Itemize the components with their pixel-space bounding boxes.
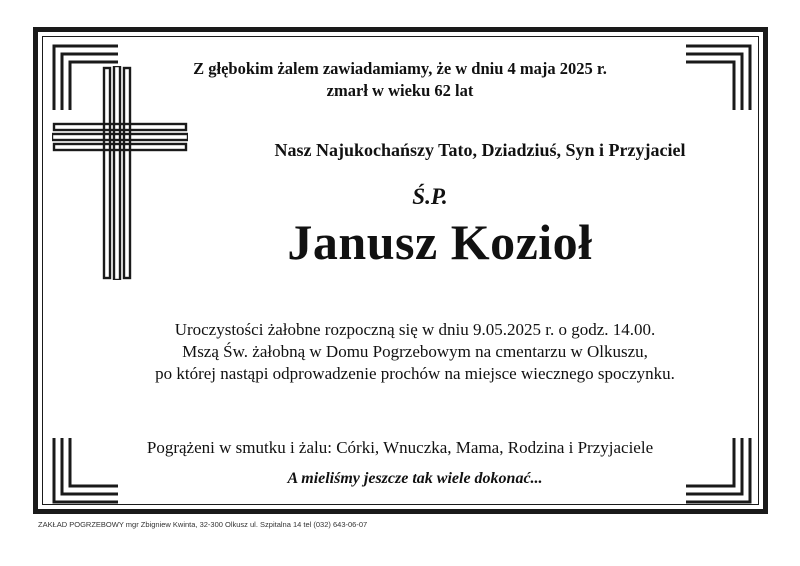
- sp-prefix: Ś.P.: [412, 184, 448, 209]
- ceremony-info: [95, 319, 735, 385]
- deceased-name: Janusz Kozioł: [287, 214, 593, 270]
- intro-text: [140, 58, 660, 102]
- ceremony-line-3: po której nastąpi odprowadzenie prochów na miejsce wiecznego spoczynku.: [155, 364, 675, 383]
- funeral-home-footer: ZAKŁAD POGRZEBOWY mgr Zbigniew Kwinta, 32-300 Olkusz ul. Szpitalna 14 tel (032) 643-06-07: [38, 520, 368, 529]
- ceremony-line-2: Mszą Św. żałobną w Domu Pogrzebowym na cmentarzu w Olkuszu,: [182, 342, 648, 361]
- relation-line: Nasz Najukochańszy Tato, Dziadziuś, Syn i Przyjaciel: [274, 140, 686, 160]
- mourners-line: Pogrążeni w smutku i żalu: Córki, Wnuczka, Mama, Rodzina i Przyjaciele: [146, 438, 654, 457]
- intro-line-2: zmarł w wieku 62 lat: [326, 81, 474, 100]
- intro-line-1: Z głębokim żalem zawiadamiamy, że w dniu 4 maja 2025 r.: [193, 59, 607, 78]
- closing-quote: A mieliśmy jeszcze tak wiele dokonać...: [287, 470, 543, 487]
- corner-ornament-icon: [686, 40, 756, 110]
- ceremony-line-1: Uroczystości żałobne rozpoczną się w dniu 9.05.2025 r. o godz. 14.00.: [174, 320, 656, 339]
